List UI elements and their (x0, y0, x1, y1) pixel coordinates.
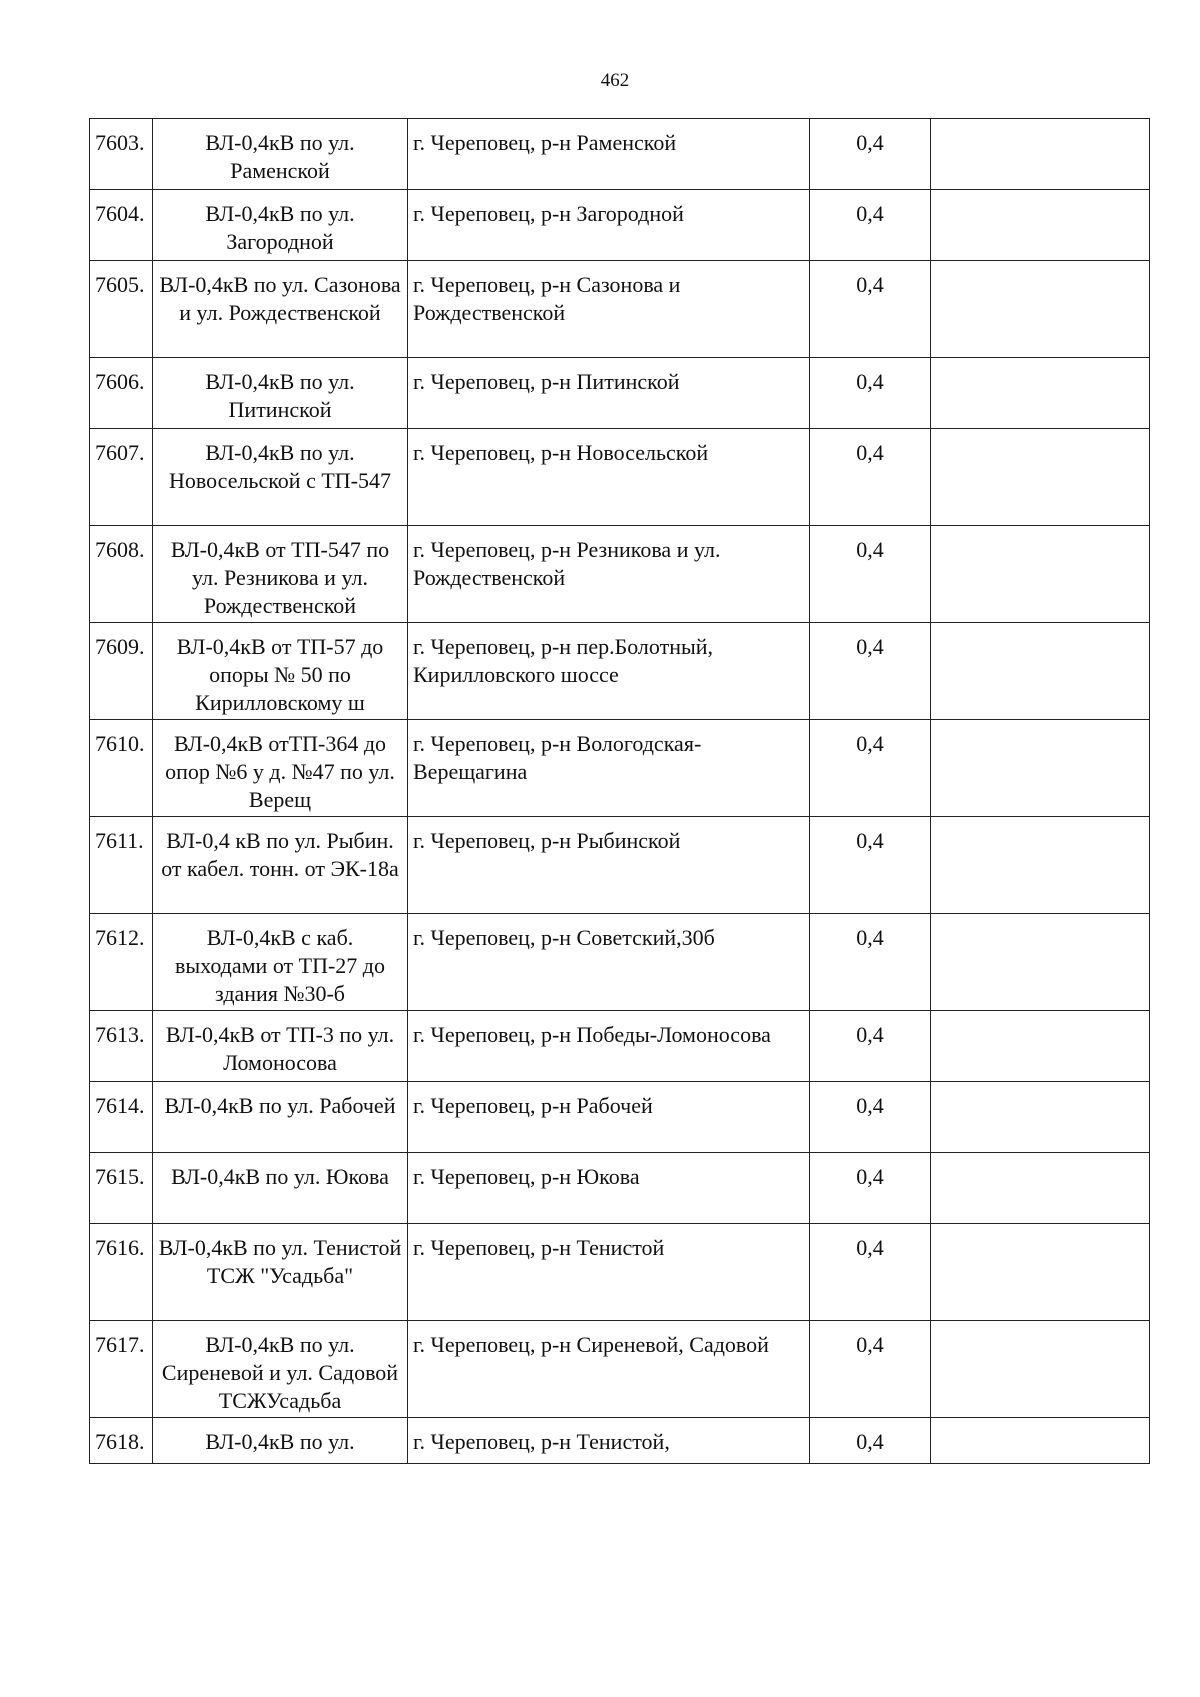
voltage-cell: 0,4 (810, 1011, 931, 1082)
table-row (90, 429, 1150, 526)
line-name-cell: ВЛ-0,4кВ с каб. выходами от ТП-27 до здания №30-б (153, 914, 408, 1011)
voltage-cell: 0,4 (810, 119, 931, 190)
location-cell: г. Череповец, р-н Сазонова и Рождественской (408, 261, 810, 358)
voltage-cell: 0,4 (810, 1224, 931, 1321)
line-name-cell: ВЛ-0,4кВ по ул. Тенистой ТСЖ "Усадьба" (153, 1224, 408, 1321)
row-number-cell: 7610. (90, 720, 153, 817)
row-number-cell: 7604. (90, 190, 153, 261)
voltage-cell: 0,4 (810, 914, 931, 1011)
row-number-cell: 7616. (90, 1224, 153, 1321)
location-cell: г. Череповец, р-н пер.Болотный, Кирилловского шоссе (408, 623, 810, 720)
line-name-cell: ВЛ-0,4кВ по ул. Юкова (153, 1153, 408, 1224)
location-cell: г. Череповец, р-н Вологодская-Верещагина (408, 720, 810, 817)
line-name-cell: ВЛ-0,4кВ от ТП-57 до опоры № 50 по Кирилловскому ш (153, 623, 408, 720)
voltage-cell: 0,4 (810, 1321, 931, 1418)
table-row (90, 526, 1150, 623)
row-number-cell: 7613. (90, 1011, 153, 1082)
table-row (90, 261, 1150, 358)
row-number-cell: 7607. (90, 429, 153, 526)
row-number-cell: 7614. (90, 1082, 153, 1153)
extra-cell (931, 429, 1150, 526)
table-row (90, 1321, 1150, 1418)
row-number-cell: 7617. (90, 1321, 153, 1418)
voltage-cell: 0,4 (810, 1082, 931, 1153)
power-line-registry-table (89, 118, 1150, 1464)
table-row (90, 1011, 1150, 1082)
voltage-cell: 0,4 (810, 358, 931, 429)
line-name-cell: ВЛ-0,4кВ по ул. Загородной (153, 190, 408, 261)
row-number-cell: 7615. (90, 1153, 153, 1224)
extra-cell (931, 358, 1150, 429)
extra-cell (931, 817, 1150, 914)
voltage-cell: 0,4 (810, 526, 931, 623)
extra-cell (931, 1153, 1150, 1224)
line-name-cell: ВЛ-0,4кВ отТП-364 до опор №6 у д. №47 по ул. Верещ (153, 720, 408, 817)
location-cell: г. Череповец, р-н Загородной (408, 190, 810, 261)
line-name-cell: ВЛ-0,4кВ от ТП-547 по ул. Резникова и ул. Рождественской (153, 526, 408, 623)
location-cell: г. Череповец, р-н Рабочей (408, 1082, 810, 1153)
extra-cell (931, 1224, 1150, 1321)
extra-cell (931, 261, 1150, 358)
voltage-cell: 0,4 (810, 817, 931, 914)
table-row (90, 119, 1150, 190)
line-name-cell: ВЛ-0,4кВ по ул. Питинской (153, 358, 408, 429)
row-number-cell: 7611. (90, 817, 153, 914)
table-row (90, 1224, 1150, 1321)
extra-cell (931, 119, 1150, 190)
voltage-cell: 0,4 (810, 429, 931, 526)
row-number-cell: 7606. (90, 358, 153, 429)
voltage-cell: 0,4 (810, 261, 931, 358)
location-cell: г. Череповец, р-н Резникова и ул. Рождественской (408, 526, 810, 623)
voltage-cell: 0,4 (810, 190, 931, 261)
extra-cell (931, 190, 1150, 261)
table-row (90, 623, 1150, 720)
location-cell: г. Череповец, р-н Победы-Ломоносова (408, 1011, 810, 1082)
table-row (90, 358, 1150, 429)
location-cell: г. Череповец, р-н Тенистой, (408, 1418, 810, 1464)
extra-cell (931, 1418, 1150, 1464)
extra-cell (931, 526, 1150, 623)
registry-table-body (90, 119, 1150, 1464)
row-number-cell: 7618. (90, 1418, 153, 1464)
row-number-cell: 7612. (90, 914, 153, 1011)
table-row (90, 1418, 1150, 1464)
extra-cell (931, 623, 1150, 720)
page-number: 462 (600, 70, 630, 91)
extra-cell (931, 720, 1150, 817)
line-name-cell: ВЛ-0,4кВ от ТП-3 по ул. Ломоносова (153, 1011, 408, 1082)
line-name-cell: ВЛ-0,4кВ по ул. Новосельской с ТП-547 (153, 429, 408, 526)
line-name-cell: ВЛ-0,4кВ по ул. Сазонова и ул. Рождественской (153, 261, 408, 358)
location-cell: г. Череповец, р-н Юкова (408, 1153, 810, 1224)
voltage-cell: 0,4 (810, 720, 931, 817)
voltage-cell: 0,4 (810, 1153, 931, 1224)
voltage-cell: 0,4 (810, 1418, 931, 1464)
extra-cell (931, 1011, 1150, 1082)
line-name-cell: ВЛ-0,4кВ по ул. Раменской (153, 119, 408, 190)
table-row (90, 914, 1150, 1011)
voltage-cell: 0,4 (810, 623, 931, 720)
extra-cell (931, 914, 1150, 1011)
table-row (90, 190, 1150, 261)
location-cell: г. Череповец, р-н Сиреневой, Садовой (408, 1321, 810, 1418)
extra-cell (931, 1082, 1150, 1153)
location-cell: г. Череповец, р-н Рыбинской (408, 817, 810, 914)
line-name-cell: ВЛ-0,4 кВ по ул. Рыбин. от кабел. тонн. от ЭК-18а (153, 817, 408, 914)
line-name-cell: ВЛ-0,4кВ по ул. Рабочей (153, 1082, 408, 1153)
row-number-cell: 7609. (90, 623, 153, 720)
row-number-cell: 7603. (90, 119, 153, 190)
location-cell: г. Череповец, р-н Раменской (408, 119, 810, 190)
table-row (90, 817, 1150, 914)
line-name-cell: ВЛ-0,4кВ по ул. Сиреневой и ул. Садовой ТСЖУсадьба (153, 1321, 408, 1418)
location-cell: г. Череповец, р-н Питинской (408, 358, 810, 429)
table-row (90, 720, 1150, 817)
table-row (90, 1082, 1150, 1153)
table-row (90, 1153, 1150, 1224)
line-name-cell: ВЛ-0,4кВ по ул. (153, 1418, 408, 1464)
row-number-cell: 7605. (90, 261, 153, 358)
row-number-cell: 7608. (90, 526, 153, 623)
location-cell: г. Череповец, р-н Тенистой (408, 1224, 810, 1321)
location-cell: г. Череповец, р-н Новосельской (408, 429, 810, 526)
location-cell: г. Череповец, р-н Советский,30б (408, 914, 810, 1011)
extra-cell (931, 1321, 1150, 1418)
